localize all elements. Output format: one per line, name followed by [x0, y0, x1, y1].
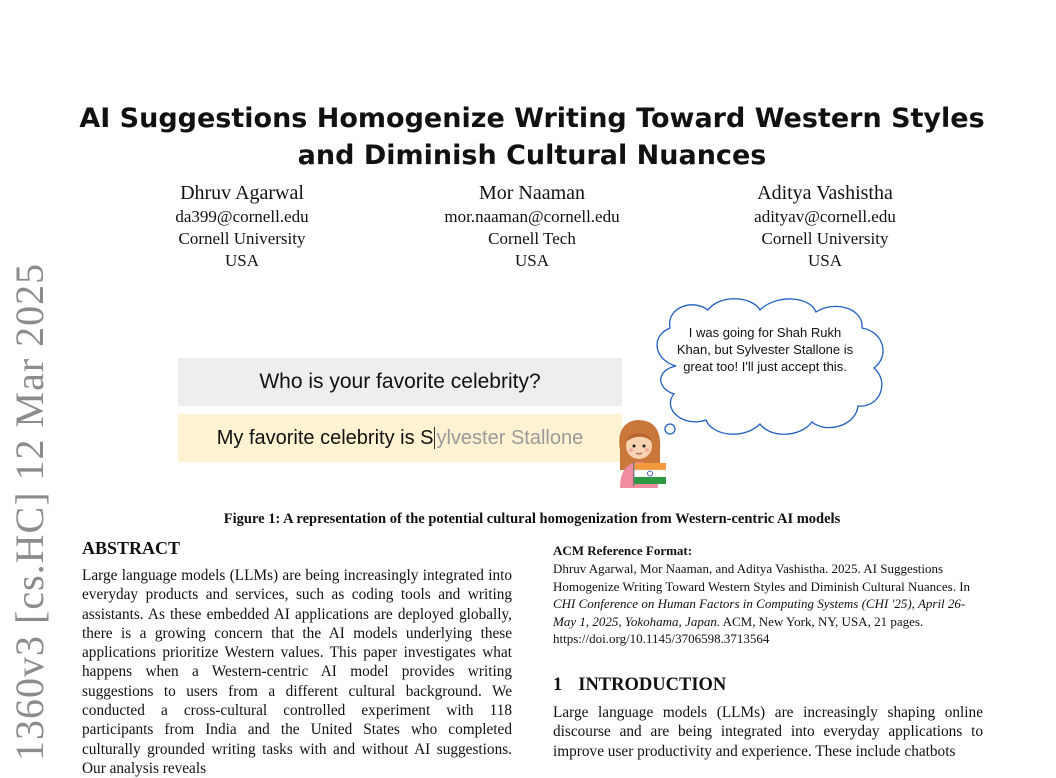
acm-citation-venue: CHI Conference on Human Factors in Computing Systems (CHI '25), April 26-May 1, 2025, Yokohama, Japan. [553, 596, 966, 629]
paper-title: AI Suggestions Homogenize Writing Toward Western Styles and Diminish Cultural Nuances [79, 103, 985, 171]
thought-bubble-text: I was going for Shah Rukh Khan, but Sylvester Stallone is great too! I'll just accept this. [676, 325, 854, 374]
introduction-text: Large language models (LLMs) are increasingly shaping online discourse and are being integrated into everyday applications to improve user productivity and experience. These include chatbots [553, 704, 983, 760]
abstract-text: Large language models (LLMs) are being increasingly integrated into everyday products and services, such as coding tools and writing assistants. As these embedded AI applications are deployed globally, there is a growing concern that the AI models underlying these applications prioritize Western values. This paper investigates what happens when a Western-centric AI model provides writing suggestions to users from a different cultural background. We conducted a cross-cultural controlled experiment with 118 participants from India and the United States who completed culturally grounded writing tasks with and without AI suggestions. Our analysis reveals [82, 567, 512, 777]
author-country: USA [514, 251, 549, 270]
question-text: Who is your favorite celebrity? [259, 370, 541, 393]
acm-reference-text [553, 560, 983, 648]
ai-suggestion-text: ylvester Stallone [436, 426, 584, 449]
acm-reference-heading: ACM Reference Format: [553, 543, 693, 558]
text-cursor [434, 427, 435, 449]
abstract-heading: ABSTRACT [82, 538, 181, 558]
author-affiliation: Cornell University [178, 229, 306, 248]
author-email: da399@cornell.edu [175, 207, 309, 226]
acm-citation-publisher-doi: ACM, New York, NY, USA, 21 pages. https://doi.org/10.1145/3706598.3713564 [553, 613, 924, 646]
author-block [112, 180, 372, 272]
section-number: 1 [553, 675, 563, 695]
arxiv-identifier-stamp: 1360v3 [cs.HC] 12 Mar 2025 [7, 262, 52, 761]
author-country: USA [807, 251, 842, 270]
acm-citation-authors: Dhruv Agarwal, Mor Naaman, and Aditya Vashistha. 2025. AI Suggestions Homogenize Writing Toward Western Styles and Diminish Cultural Nuances. In [553, 561, 971, 594]
answer-typed-text: My favorite celebrity is S [216, 426, 434, 449]
figure-answer-field [178, 414, 622, 462]
section-heading [553, 675, 726, 696]
author-name: Dhruv Agarwal [180, 182, 304, 204]
author-block [695, 180, 955, 272]
author-name: Mor Naaman [478, 182, 586, 204]
section-title: INTRODUCTION [578, 675, 727, 695]
author-country: USA [224, 251, 259, 270]
author-email: mor.naaman@cornell.edu [444, 207, 620, 226]
author-block [402, 180, 662, 272]
figure-caption: Figure 1: A representation of the potential cultural homogenization from Western-centric AI models [223, 511, 841, 527]
author-email: adityav@cornell.edu [754, 207, 896, 226]
author-affiliation: Cornell University [761, 229, 889, 248]
author-affiliation: Cornell Tech [488, 229, 576, 248]
indian-user-avatar-icon [612, 418, 670, 488]
figure-question-prompt [178, 358, 622, 406]
author-name: Aditya Vashistha [757, 182, 893, 204]
